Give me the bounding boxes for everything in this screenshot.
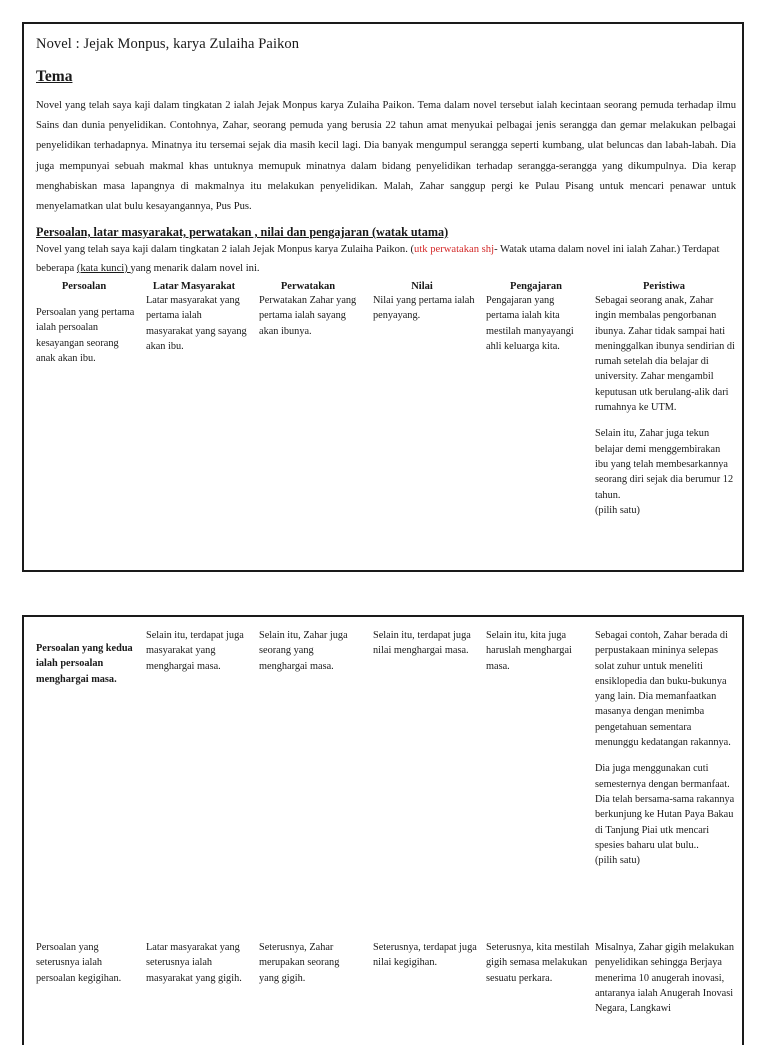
document-page-1	[22, 22, 744, 572]
row2-pilih-note: (pilih satu)	[595, 855, 640, 867]
row1-peristiwa-2: Selain itu, Zahar juga tekun belajar demi menggembirakan ibu yang telah membesarkannya seorang diri sejak dia berumur 12 tahun.	[595, 428, 734, 501]
row2-pengajaran: Selain itu, kita juga haruslah menghargai masa.	[486, 630, 572, 672]
document-page-2	[22, 615, 744, 1045]
tema-heading: Tema	[36, 68, 73, 85]
intro-keyword: (kata kunci)	[76, 263, 131, 274]
col-header-peristiwa: Peristiwa	[643, 281, 685, 292]
row3-persoalan: Persoalan yang seterusnya ialah persoalan kegigihan.	[36, 942, 122, 984]
col-header-persoalan: Persoalan	[61, 281, 107, 292]
intro-paragraph	[36, 240, 736, 278]
row1-pengajaran: Pengajaran yang pertama ialah kita mestilah manyayangi ahli keluarga kita.	[486, 295, 574, 352]
row1-pilih-note: (pilih satu)	[595, 504, 640, 516]
col-header-latar: Latar Masyarakat	[152, 281, 236, 292]
row2-peristiwa-1: Sebagai contoh, Zahar berada di perpustakaan mininya selepas solat zuhur untuk meneliti ensiklopedia dan buku-bukunya yang lain. Dia memanfaatkan masanya dengan menimba pengetahuan sementara menunggu kedatangan rakannya.	[595, 630, 731, 749]
row1-latar: Latar masyarakat yang pertama ialah masyarakat yang sayang akan ibu.	[146, 295, 247, 352]
intro-text-2: - Watak utama dalam novel ini ialah Zahar.) Terdapat beberapa	[36, 244, 720, 274]
row1-peristiwa	[595, 293, 735, 518]
intro-text-1: Novel yang telah saya kaji dalam tingkatan 2 ialah Jejak Monpus karya Zulaiha Paikon. (	[36, 244, 415, 255]
row3-peristiwa: Misalnya, Zahar gigih melakukan penyelidikan sehingga Berjaya menerima 10 anugerah inovasi, antaranya ialah Anugerah Inovasi Negara, Langkawi	[595, 942, 734, 1015]
row1-nilai: Nilai yang pertama ialah penyayang.	[373, 295, 475, 322]
row2-latar: Selain itu, terdapat juga masyarakat yang menghargai masa.	[146, 630, 244, 672]
persoalan-heading: Persoalan, latar masyarakat, perwatakan , nilai dan pengajaran (watak utama)	[36, 225, 449, 239]
row2-persoalan: Persoalan yang kedua ialah persoalan menghargai masa.	[36, 643, 133, 685]
row2-nilai: Selain itu, terdapat juga nilai menghargai masa.	[373, 630, 471, 657]
row1-peristiwa-1: Sebagai seorang anak, Zahar ingin membalas pengorbanan ibunya. Zahar tidak sampai hati meninggalkan ibunya sendirian di rumah setelah dia belajar di university. Zahar mengambil keputusan utk berulang-alik dari rumahnya ke UTM.	[595, 295, 735, 414]
row3-nilai: Seterusnya, terdapat juga nilai kegigihan.	[373, 942, 477, 969]
row2-peristiwa-2: Dia juga menggunakan cuti semesternya dengan bermanfaat. Dia telah bersama-sama rakannya berkunjung ke Hutan Paya Bakau di Tanjung Piai utk mencari spesies baharu ulat bulu..	[595, 763, 735, 851]
row3-latar: Latar masyarakat yang seterusnya ialah masyarakat yang gigih.	[146, 942, 242, 984]
row3-perwatakan: Seterusnya, Zahar merupakan seorang yang gigih.	[259, 942, 340, 984]
row1-perwatakan: Perwatakan Zahar yang pertama ialah sayang akan ibunya.	[259, 295, 357, 337]
novel-title: Novel : Jejak Monpus, karya Zulaiha Paikon	[36, 36, 300, 52]
row2-peristiwa	[595, 628, 735, 868]
row1-persoalan: Persoalan yang pertama ialah persoalan kesayangan seorang anak akan ibu.	[36, 307, 135, 364]
col-header-pengajaran: Pengajaran	[510, 281, 562, 292]
tema-paragraph: Novel yang telah saya kaji dalam tingkatan 2 ialah Jejak Monpus karya Zulaiha Paikon. Tema dalam novel tersebut ialah kecintaan seorang pemuda terhadap ilmu Sains dan dunia penyelidikan. Contohnya, Zahar, seorang pemuda yang berusia 22 tahun amat menyukai pelbagai jenis serangga dan gemar melakukan pelbagai penyelidikan terhadapnya. Minatnya itu tersemai sejak dia masih kecil lagi. Dia banyak mengumpul serangga seperti kumbang, ulat beluncas dan labah-labah. Dia juga mempunyai sebuah makmal khas untuknya memupuk minatnya dalam bidang penyelidikan terhadap serangga-serangga yang dikumpulnya. Dia kerap menghabiskan masa lapangnya di makmalnya itu melakukan penyelidikan. Malah, Zahar sanggup pergi ke Pulau Pisang untuk mencari penawar untuk menyelamatkan ulat bulu kesayangannya, Pus Pus.	[36, 100, 736, 213]
row3-pengajaran: Seterusnya, kita mestilah gigih semasa melakukan sesuatu perkara.	[486, 942, 590, 984]
intro-red-note: utk perwatakan shj	[414, 244, 495, 255]
intro-text-3: yang menarik dalam novel ini.	[130, 263, 260, 274]
col-header-perwatakan: Perwatakan	[280, 281, 336, 292]
row2-perwatakan: Selain itu, Zahar juga seorang yang menghargai masa.	[259, 630, 348, 672]
col-header-nilai: Nilai	[411, 281, 433, 292]
